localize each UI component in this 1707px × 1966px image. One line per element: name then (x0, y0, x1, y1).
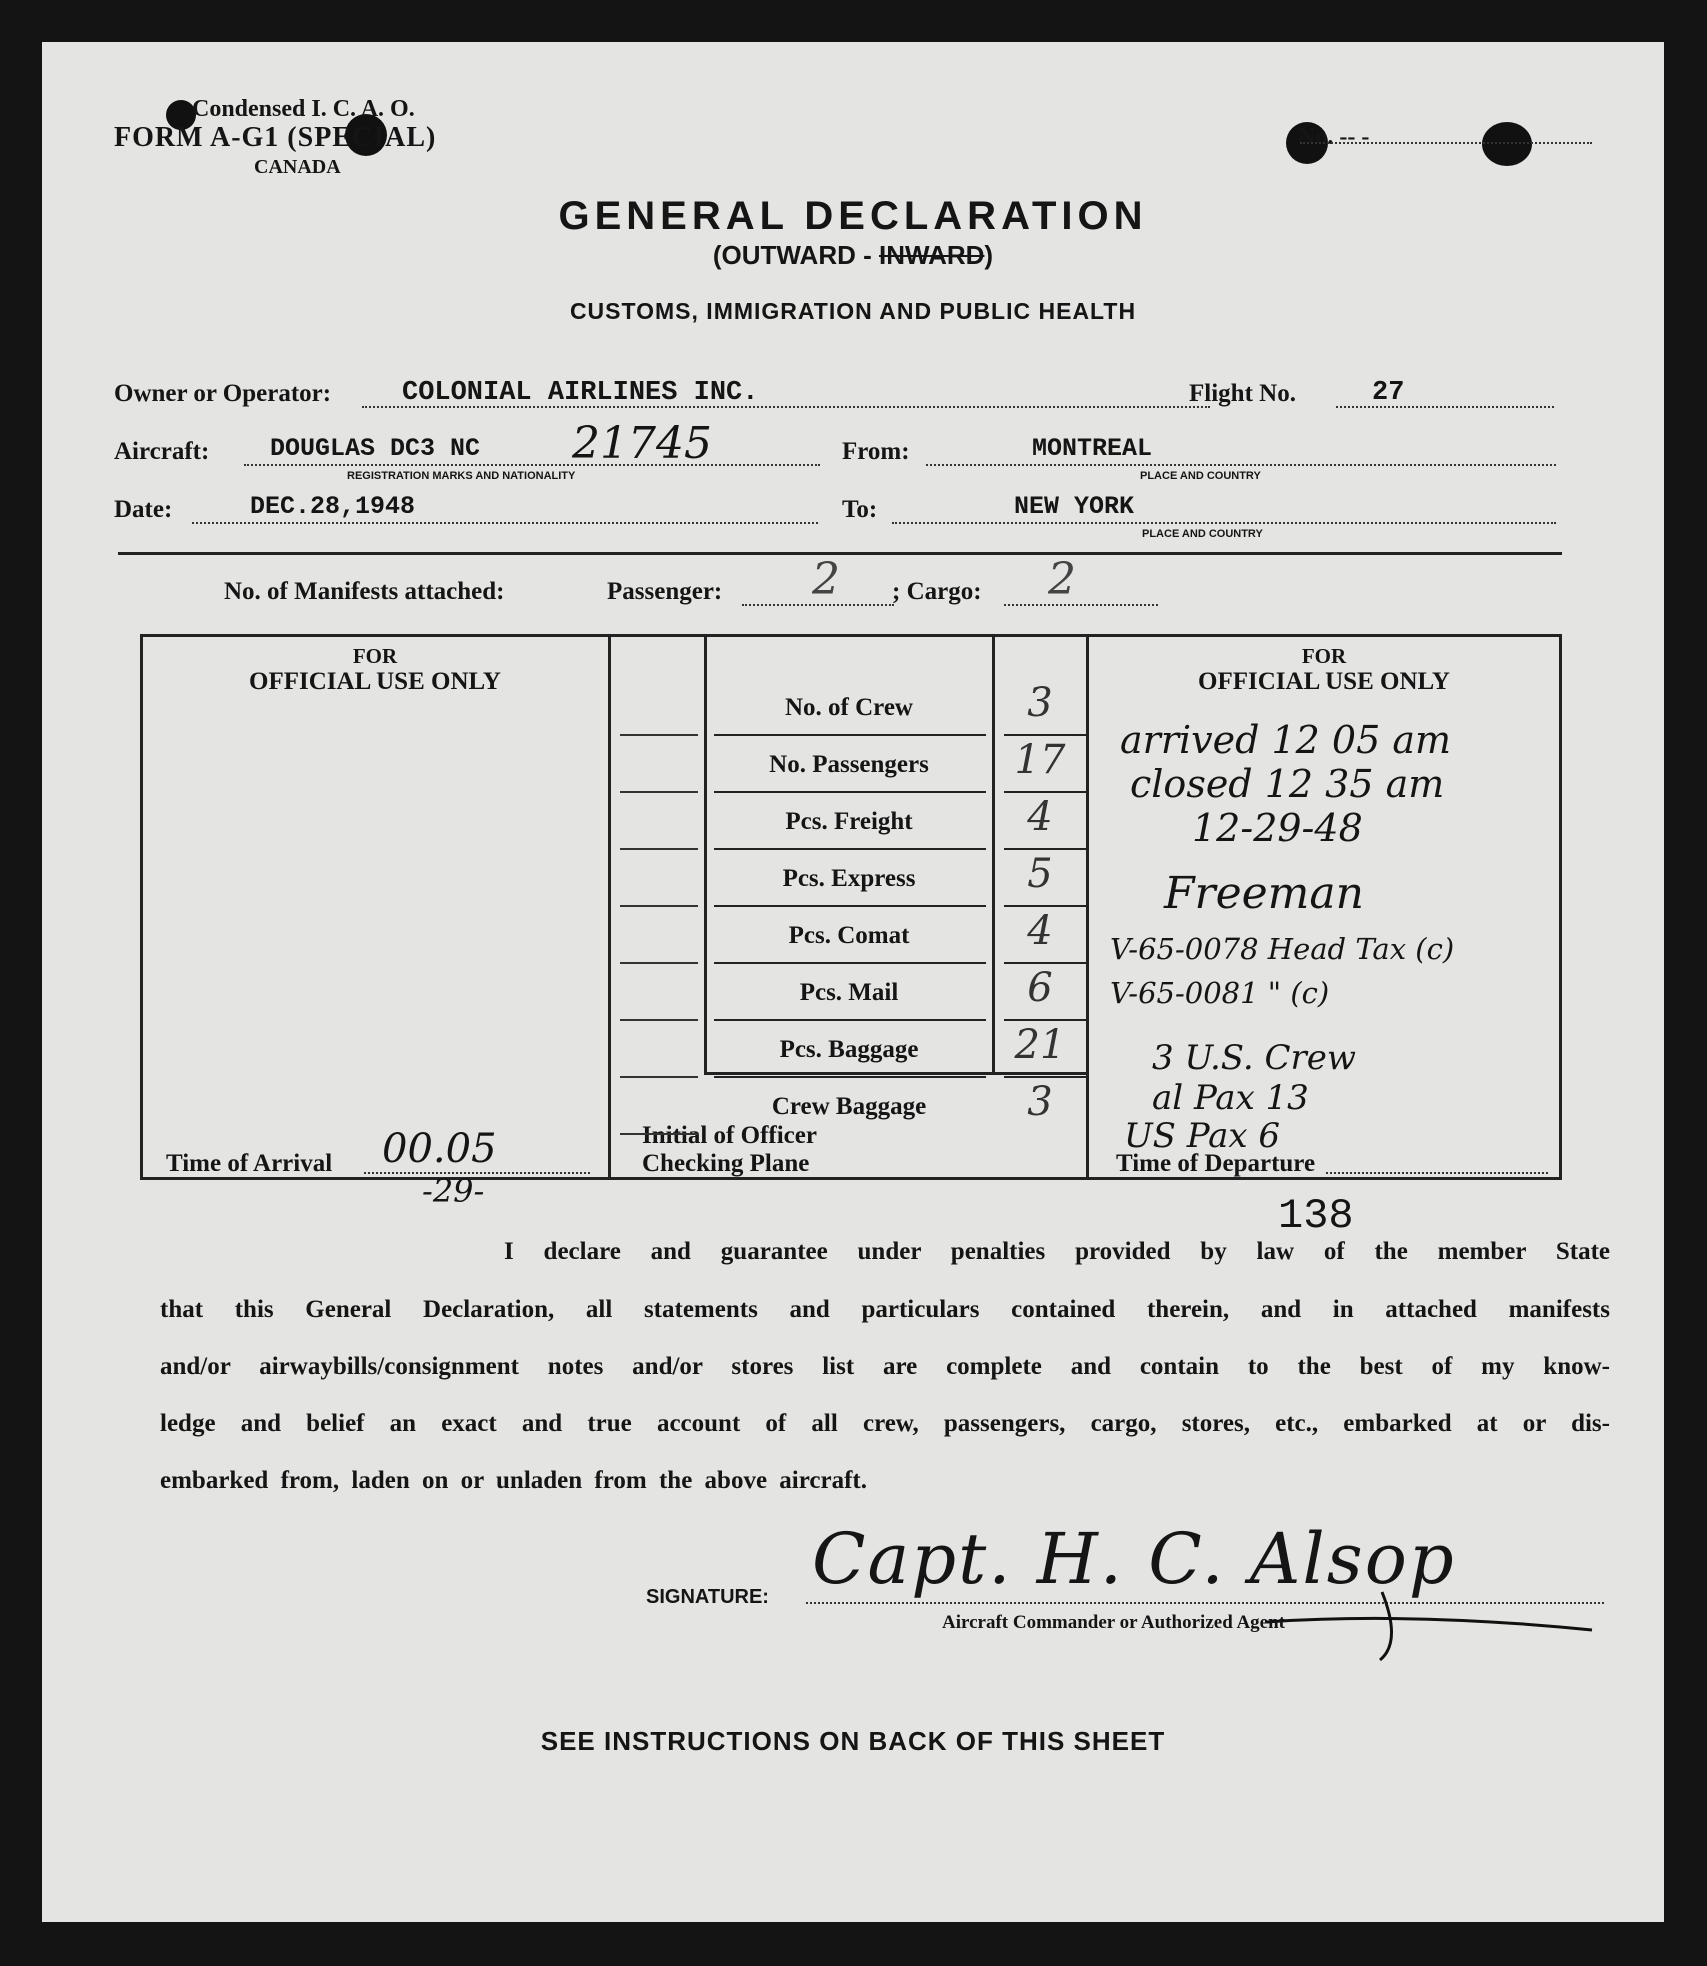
official-note: V-65-0078 Head Tax (c) (1110, 932, 1455, 966)
declaration-line: I declare and guarantee under penalties provided by law of the member State (504, 1238, 1610, 1265)
initial-blank (620, 962, 698, 964)
table-divider (1086, 634, 1089, 1180)
initial-blank (620, 734, 698, 736)
official-note: 12-29-48 (1192, 806, 1363, 850)
official-note: arrived 12 05 am (1120, 718, 1452, 762)
to-rule (892, 522, 1556, 524)
row-underline (1004, 791, 1086, 793)
form-number-rule (1300, 142, 1592, 144)
document-page (42, 42, 1664, 1922)
row-label: Pcs. Comat (788, 922, 910, 949)
initial-label-1: Initial of Officer (642, 1122, 817, 1149)
row-value: 3 (1027, 680, 1053, 726)
departure-label: Time of Departure (1116, 1150, 1316, 1177)
initial-blank (620, 848, 698, 850)
from-value: MONTREAL (1032, 434, 1153, 463)
date-value: DEC.28,1948 (250, 492, 416, 521)
initial-blank (620, 1019, 698, 1021)
row-value: 5 (1027, 851, 1053, 897)
to-caption: PLACE AND COUNTRY (1142, 528, 1263, 540)
flight-rule (1336, 406, 1554, 408)
footer-instructions: SEE INSTRUCTIONS ON BACK OF THIS SHEET (540, 1726, 1166, 1756)
row-underline (1004, 734, 1086, 736)
row-underline (714, 1019, 986, 1021)
row-label: Pcs. Mail (799, 979, 899, 1006)
official-note: closed 12 35 am (1130, 762, 1445, 806)
direction-outward: (OUTWARD - (712, 240, 879, 270)
row-label: Pcs. Freight (785, 808, 913, 835)
initial-label-2: Checking Plane (642, 1150, 810, 1177)
date-label: Date: (114, 496, 173, 523)
official-note: 3 U.S. Crew (1152, 1038, 1356, 1078)
initial-blank (620, 905, 698, 907)
right-official-header-1: FOR (1301, 644, 1347, 668)
cargo-manifest-rule (1004, 604, 1158, 606)
form-line-1: Condensed I. C. A. O. (192, 96, 415, 122)
left-official-header-1: FOR (352, 644, 398, 668)
from-label: From: (842, 438, 910, 465)
aircraft-value: DOUGLAS DC3 NC (270, 434, 481, 463)
arrival-value: 00.05 (382, 1126, 497, 1172)
row-label: No. Passengers (769, 751, 929, 778)
row-value: 4 (1027, 908, 1053, 954)
punch-hole (1482, 122, 1532, 166)
table-divider (992, 634, 995, 1074)
row-underline (714, 905, 986, 907)
row-label: Pcs. Baggage (779, 1036, 919, 1063)
declaration-line: that this General Declaration, all statements and particulars contained therein, and in attached manifests (160, 1296, 1610, 1323)
table-divider (608, 634, 611, 1180)
declaration-line: ledge and belief an exact and true account of all crew, passengers, cargo, stores, etc., embarked at or dis- (160, 1410, 1610, 1437)
to-label: To: (842, 496, 878, 523)
row-underline (714, 791, 986, 793)
official-note: US Pax 6 (1124, 1116, 1280, 1156)
document-subtitle: CUSTOMS, IMMIGRATION AND PUBLIC HEALTH (569, 298, 1137, 324)
date-rule (192, 522, 818, 524)
initial-blank (620, 1133, 698, 1135)
declaration-line: embarked from, laden on or unladen from the above aircraft. (160, 1467, 867, 1494)
official-note: al Pax 13 (1152, 1078, 1309, 1118)
aircraft-caption: REGISTRATION MARKS AND NATIONALITY (347, 470, 576, 482)
table-divider (704, 634, 707, 1074)
passenger-manifest-value: 2 (812, 554, 840, 605)
row-value: 4 (1027, 794, 1053, 840)
row-value: 21 (1014, 1022, 1066, 1068)
initial-blank (620, 1076, 698, 1078)
row-underline (1004, 962, 1086, 964)
signature-value: Capt. H. C. Alsop (812, 1518, 1456, 1600)
row-value: 17 (1014, 737, 1066, 783)
cargo-manifest-label: ; Cargo: (892, 578, 982, 605)
departure-rule (1326, 1172, 1548, 1174)
owner-value: COLONIAL AIRLINES INC. (402, 378, 759, 408)
official-note: V-65-0081 " (c) (1110, 976, 1330, 1010)
document-title: GENERAL DECLARATION (558, 194, 1148, 238)
form-line-3: CANADA (254, 156, 341, 178)
row-underline (714, 962, 986, 964)
manifests-label: No. of Manifests attached: (224, 578, 505, 605)
cargo-manifest-value: 2 (1048, 554, 1076, 605)
row-value: 3 (1027, 1079, 1053, 1125)
right-official-header-2: OFFICIAL USE ONLY (1198, 668, 1450, 695)
signature-caption: Aircraft Commander or Authorized Agent (942, 1612, 1286, 1633)
flight-label: Flight No. (1189, 380, 1296, 407)
row-underline (1004, 848, 1086, 850)
row-underline (1004, 905, 1086, 907)
direction-close: ) (984, 240, 994, 270)
page-number: 138 (1278, 1192, 1354, 1240)
aircraft-rule (244, 464, 820, 466)
row-underline (714, 848, 986, 850)
row-label: Crew Baggage (771, 1093, 927, 1120)
row-underline (714, 1076, 986, 1078)
arrival-note: -29- (422, 1172, 485, 1210)
owner-label: Owner or Operator: (114, 380, 332, 407)
signature-flourish (1262, 1582, 1602, 1662)
header-divider (118, 552, 1562, 555)
left-official-header-2: OFFICIAL USE ONLY (249, 668, 501, 695)
initial-blank (620, 791, 698, 793)
arrival-label: Time of Arrival (166, 1150, 333, 1177)
official-note: Freeman (1164, 868, 1364, 919)
row-underline (714, 734, 986, 736)
form-line-2: FORM A-G1 (SPECIAL) (114, 122, 437, 153)
row-underline (1004, 1019, 1086, 1021)
row-underline (1004, 1076, 1086, 1078)
from-rule (926, 464, 1556, 466)
passenger-manifest-label: Passenger: (607, 578, 723, 605)
signature-label: SIGNATURE: (646, 1586, 769, 1608)
from-caption: PLACE AND COUNTRY (1140, 470, 1261, 482)
flight-value: 27 (1372, 378, 1405, 408)
declaration-line: and/or airwaybills/consignment notes and/or stores list are complete and contain to the best of my know- (160, 1353, 1610, 1380)
table-lower-rule (704, 1072, 1089, 1075)
row-label: Pcs. Express (782, 865, 916, 892)
row-label: No. of Crew (785, 694, 913, 721)
direction-inward-struck: INWARD (878, 240, 985, 270)
form-number: No. -- - (1298, 124, 1370, 150)
aircraft-label: Aircraft: (114, 438, 210, 465)
row-value: 6 (1027, 965, 1053, 1011)
aircraft-registration-handwritten: 21745 (572, 418, 712, 469)
direction-line (42, 240, 1664, 271)
to-value: NEW YORK (1014, 492, 1135, 521)
